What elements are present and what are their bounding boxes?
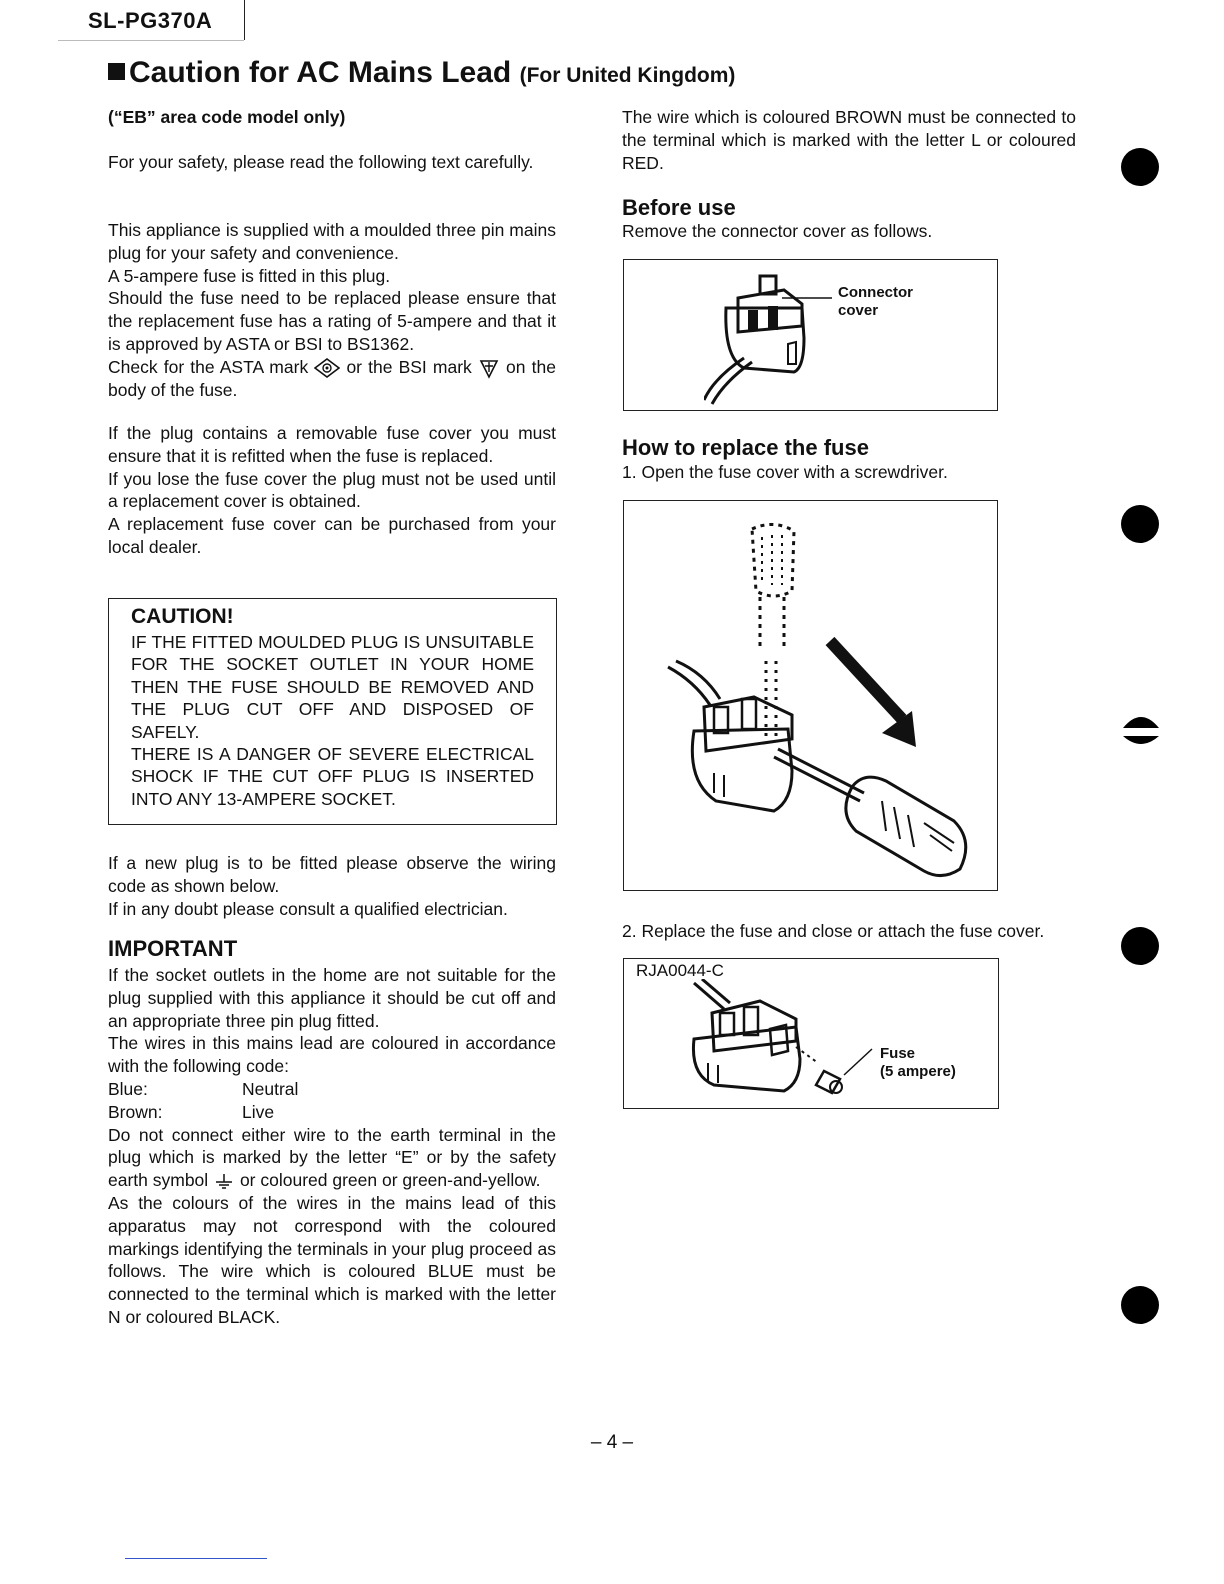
plug-connector-icon: [704, 268, 834, 408]
wiring-note-block: [108, 852, 556, 920]
fuse-cover-para: If you lose the fuse cover the plug must not be used until a replacement cover is obtained.: [108, 468, 556, 512]
caution-box: [108, 598, 557, 825]
intro-text: For your safety, please read the following text carefully.: [108, 152, 534, 172]
fuse-para: A 5-ampere fuse is fitted in this plug.: [108, 265, 391, 286]
mark-check-text: Check for the ASTA mark or the BSI mark on the body of the fuse.: [108, 356, 556, 401]
asta-mark-icon: [314, 358, 340, 378]
important-block: [108, 964, 556, 1329]
fuse-plug-icon: [684, 979, 884, 1105]
title-main: Caution for AC Mains Lead: [129, 56, 512, 89]
area-code-note: (“EB” area code model only): [108, 107, 346, 127]
fuse-cover-para: A replacement fuse cover can be purchased from your local dealer.: [108, 514, 556, 557]
title-sub: (For United Kingdom): [519, 64, 736, 87]
bullet-square-icon: [108, 63, 125, 80]
screwdriver-plug-icon: [624, 501, 996, 889]
model-number: SL-PG370A: [88, 8, 213, 33]
bottom-rule: [125, 1558, 267, 1559]
screwdriver-figure: [623, 500, 998, 891]
wiring-note: If a new plug is to be fitted please observe the wiring code as shown below.: [108, 853, 556, 896]
binder-hole: [1121, 927, 1159, 965]
connector-cover-figure: [623, 259, 998, 411]
fuse-cover-para: If the plug contains a removable fuse cover you must ensure that it is refitted when the fuse is replaced.: [108, 423, 556, 466]
connector-label: Connector cover: [838, 284, 913, 319]
earth-terminal-text: Do not connect either wire to the earth terminal in the plug which is marked by the letter “E” or by the safety earth symbol or coloured green or green-and-yellow.: [108, 1124, 556, 1191]
binder-hole: [1121, 1286, 1159, 1324]
wire-code-brown: Brown: Live: [108, 1101, 275, 1122]
header-underline: [58, 40, 244, 41]
caution-title: CAUTION!: [131, 605, 234, 628]
page-number: – 4 –: [590, 1432, 634, 1453]
caution-text: THERE IS A DANGER OF SEVERE ELECTRICAL SHOCK IF THE CUT OFF PLUG IS INSERTED INTO ANY 13-AMPERE SOCKET.: [131, 744, 534, 809]
binder-hole-split: [1121, 712, 1161, 750]
fuse-para: Should the fuse need to be replaced please ensure that the replacement fuse has a rating of 5-ampere and that it is approved by ASTA or BSI to BS1362.: [108, 288, 556, 354]
step-2-text: 2. Replace the fuse and close or attach the fuse cover.: [622, 921, 1045, 941]
bsi-kitemark-icon: [478, 357, 500, 379]
important-para: If the socket outlets in the home are not suitable for the plug supplied with this appliance it should be cut off and an appropriate three pin plug fitted.: [108, 965, 556, 1031]
part-number: RJA0044-C: [636, 961, 724, 980]
header-divider: [244, 0, 245, 40]
step-1-text: 1. Open the fuse cover with a screwdriver.: [622, 462, 948, 482]
caution-text: IF THE FITTED MOULDED PLUG IS UNSUITABLE FOR THE SOCKET OUTLET IN YOUR HOME THEN THE FUSE SHOULD BE REMOVED AND THE PLUG CUT OFF AND DISPOSED OF SAFELY.: [131, 632, 534, 742]
important-heading: IMPORTANT: [108, 936, 238, 961]
fuse-figure: [623, 958, 999, 1109]
binder-hole: [1121, 505, 1159, 543]
brown-wire-text: The wire which is coloured BROWN must be connected to the terminal which is marked with the letter L or coloured RED.: [622, 107, 1076, 173]
binder-hole: [1121, 148, 1159, 186]
wire-code-blue: Blue: Neutral: [108, 1078, 299, 1099]
fuse-para: This appliance is supplied with a moulded three pin mains plug for your safety and convenience.: [108, 220, 556, 263]
before-use-text: Remove the connector cover as follows.: [622, 221, 933, 241]
page-title: [108, 56, 735, 90]
before-use-heading: Before use: [622, 195, 736, 220]
replace-fuse-heading: How to replace the fuse: [622, 435, 869, 460]
wiring-note: If in any doubt please consult a qualified electrician.: [108, 898, 508, 919]
earth-symbol-icon: [213, 1173, 235, 1191]
fuse-cover-block: [108, 422, 556, 559]
fuse-info-block: [108, 219, 556, 402]
important-para: As the colours of the wires in the mains lead of this apparatus may not correspond with the coloured markings identifying the terminals in your plug proceed as follows. The wire which is coloured BLUE must be connected to the terminal which is marked with the letter N or coloured BLACK.: [108, 1192, 556, 1327]
fuse-label: Fuse (5 ampere): [880, 1045, 956, 1080]
important-para: The wires in this mains lead are coloured in accordance with the following code:: [108, 1033, 556, 1077]
